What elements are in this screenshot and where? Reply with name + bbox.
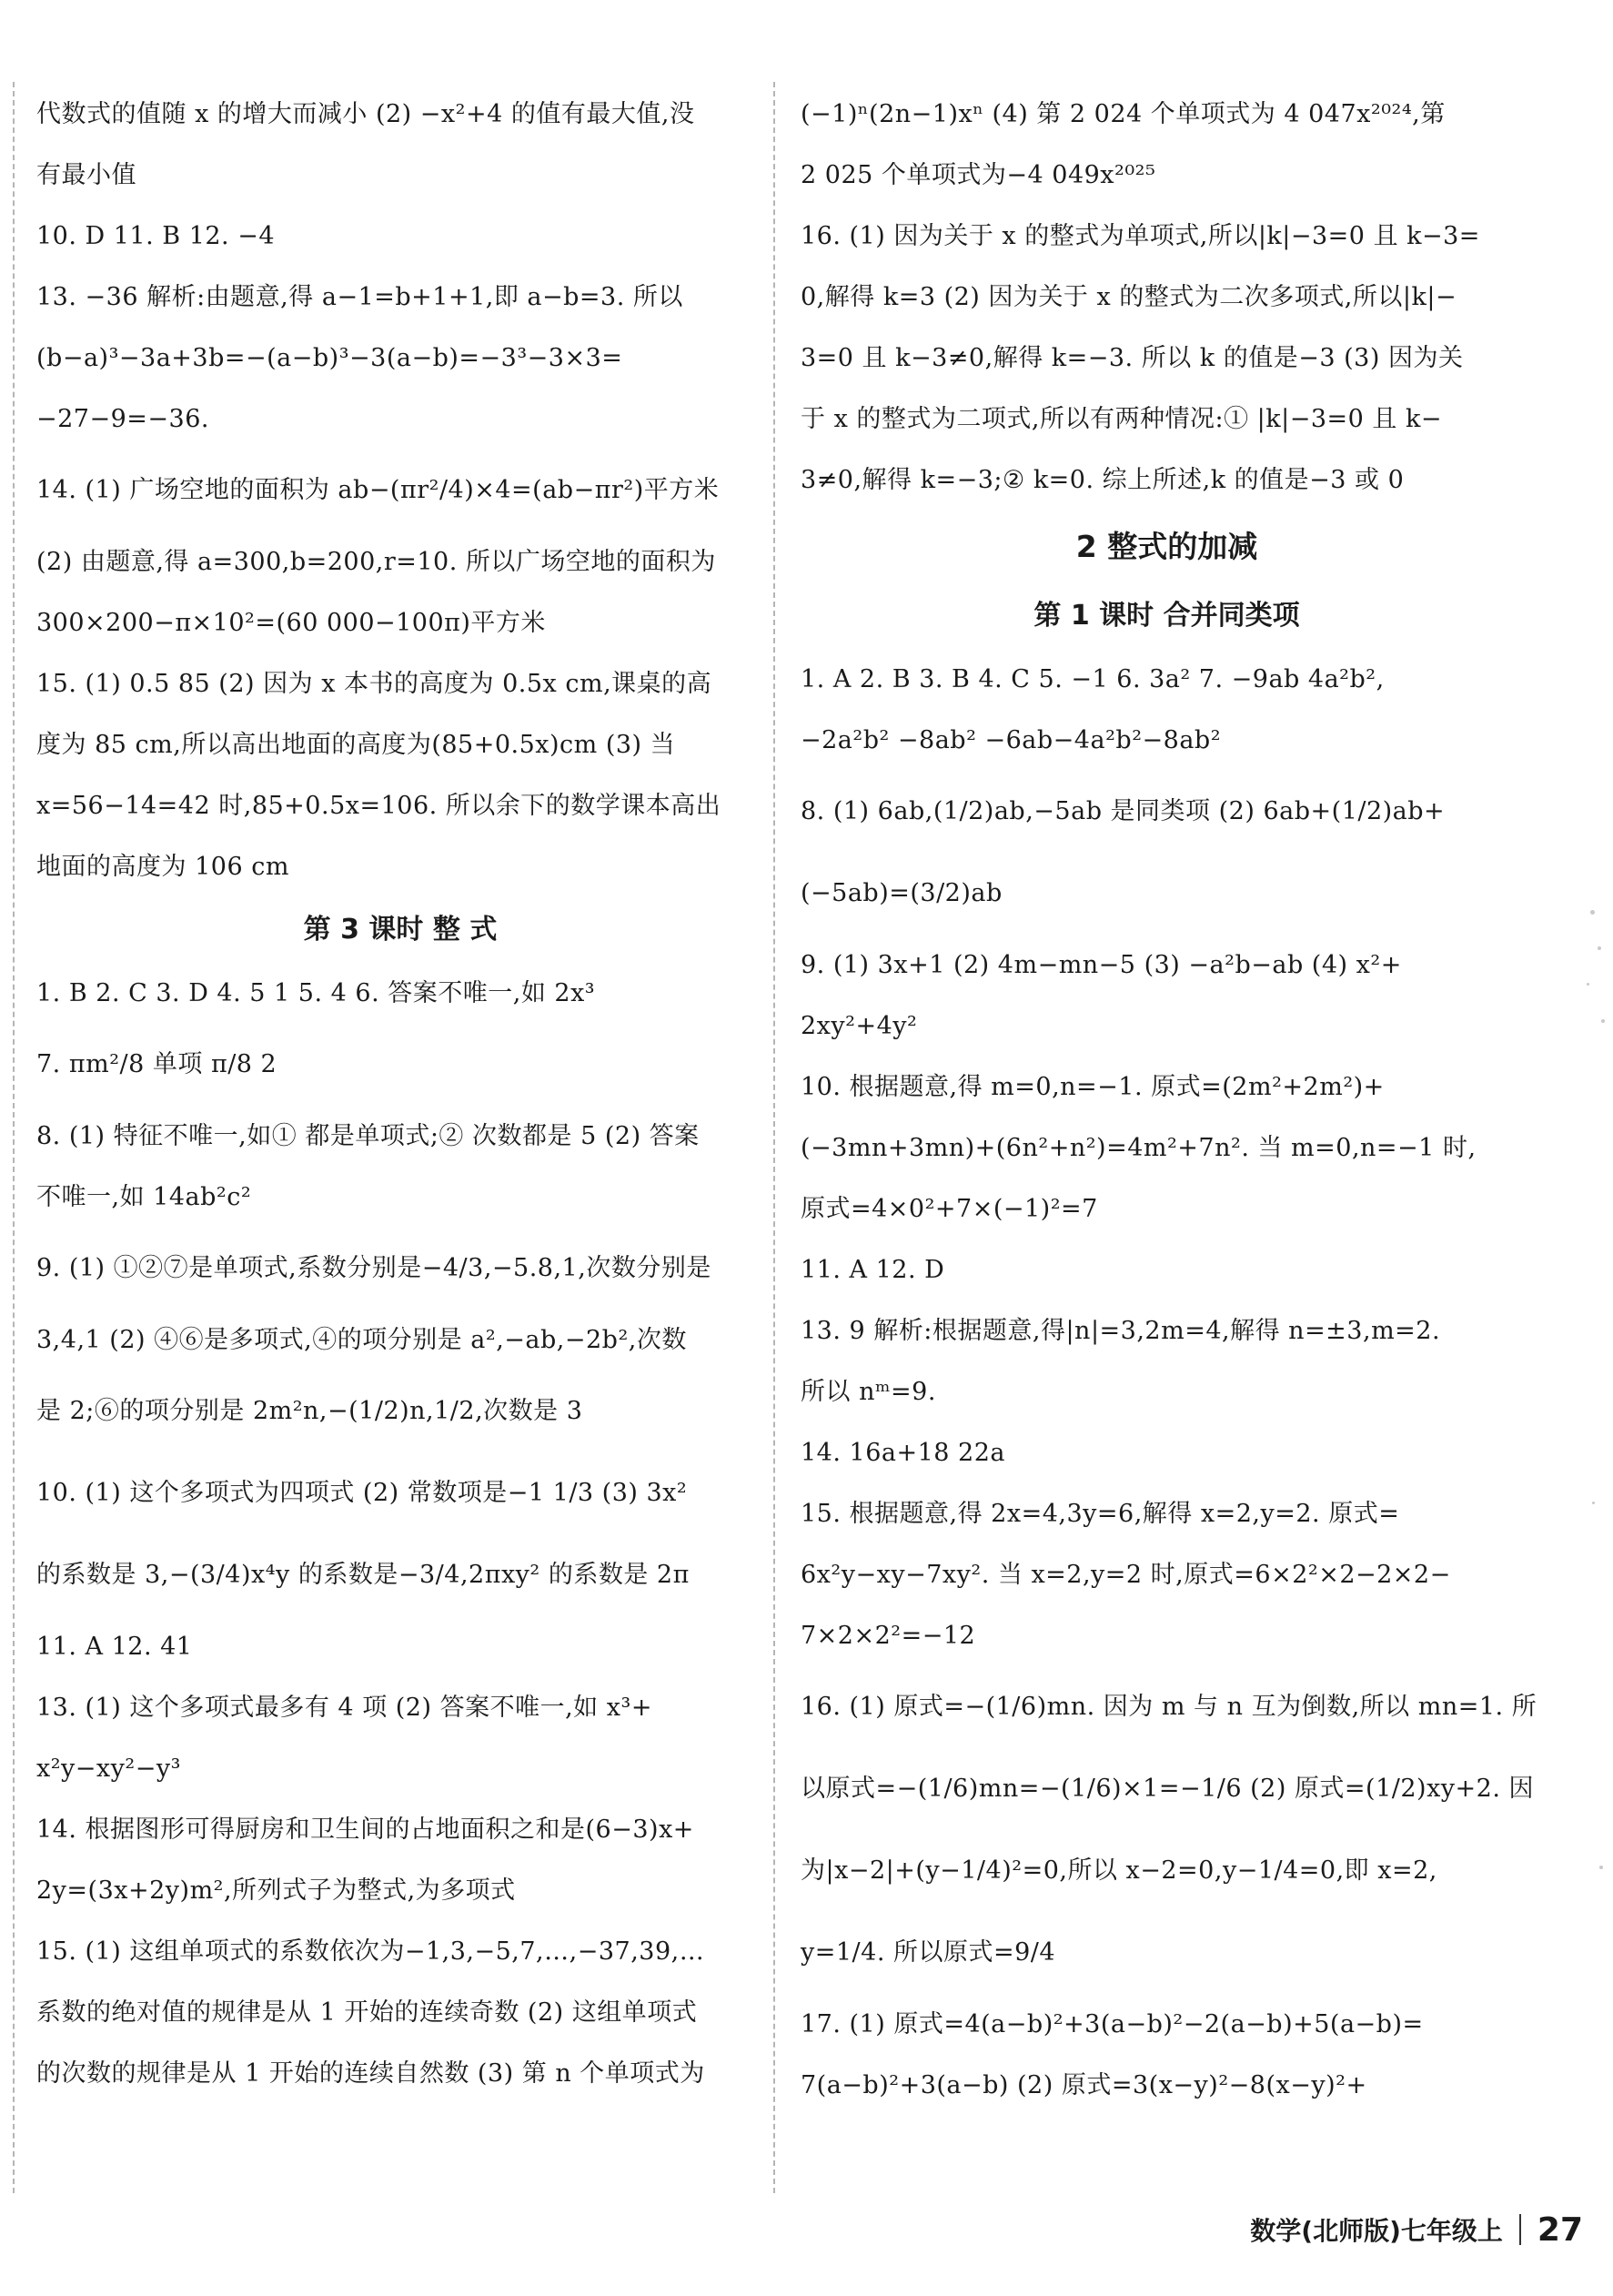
answer-line: (b−a)³−3a+3b=−(a−b)³−3(a−b)=−3³−3×3= [36, 344, 623, 372]
answer-line: 9. (1) 3x+1 (2) 4m−mn−5 (3) −a²b−ab (4) x²+ [801, 951, 1402, 979]
scan-speck [1590, 910, 1595, 915]
scan-speck [1592, 1502, 1595, 1504]
answer-line: 6x²y−xy−7xy². 当 x=2,y=2 时,原式=6×2²×2−2×2− [801, 1561, 1451, 1589]
answer-line: (−5ab)=(3/2)ab [801, 879, 1003, 907]
right-column [801, 84, 1537, 2116]
answer-line: 7×2×2²=−12 [801, 1622, 976, 1650]
answer-line: 度为 85 cm,所以高出地面的高度为(85+0.5x)cm (3) 当 [36, 731, 676, 759]
answer-line: 3≠0,解得 k=−3;② k=0. 综上所述,k 的值是−3 或 0 [801, 466, 1405, 494]
section-title: 2 整式的加减 [1075, 529, 1258, 564]
answer-line: 1. B 2. C 3. D 4. 5 1 5. 4 6. 答案不唯一,如 2x³ [36, 979, 596, 1007]
answer-line: 10. (1) 这个多项式为四项式 (2) 常数项是−1 1/3 (3) 3x² [36, 1479, 688, 1507]
answer-line: 于 x 的整式为二项式,所以有两种情况:① |k|−3=0 且 k− [801, 405, 1442, 433]
answer-line: 是 2;⑥的项分别是 2m²n,−(1/2)n,1/2,次数是 3 [36, 1397, 583, 1425]
scan-speck [1598, 946, 1601, 950]
answer-line: 为|x−2|+(y−1/4)²=0,所以 x−2=0,y−1/4=0,即 x=2, [801, 1856, 1437, 1885]
answer-line: 地面的高度为 106 cm [36, 853, 289, 881]
answer-line: −2a²b² −8ab² −6ab−4a²b²−8ab² [801, 726, 1222, 754]
answer-line: 代数式的值随 x 的增大而减小 (2) −x²+4 的值有最大值,没 [36, 100, 695, 128]
answer-line: 以原式=−(1/6)mn=−(1/6)×1=−1/6 (2) 原式=(1/2)xy+2. 因 [801, 1775, 1535, 1803]
answer-line: 16. (1) 原式=−(1/6)mn. 因为 m 与 n 互为倒数,所以 mn=1. 所 [801, 1693, 1537, 1721]
answer-line: 2xy²+4y² [801, 1012, 918, 1040]
column-divider [773, 82, 775, 2193]
answer-line: 14. (1) 广场空地的面积为 ab−(πr²/4)×4=(ab−πr²)平方米 [36, 476, 720, 504]
answer-line: 1. A 2. B 3. B 4. C 5. −1 6. 3a² 7. −9ab 4a²b², [801, 665, 1385, 693]
answer-line: 原式=4×0²+7×(−1)²=7 [801, 1195, 1098, 1223]
answer-line: 11. A 12. D [801, 1256, 945, 1284]
answer-line: 300×200−π×10²=(60 000−100π)平方米 [36, 609, 546, 637]
answer-line: 的次数的规律是从 1 开始的连续自然数 (3) 第 n 个单项式为 [36, 2059, 705, 2088]
answer-line: 的系数是 3,−(3/4)x⁴y 的系数是−3/4,2πxy² 的系数是 2π [36, 1561, 690, 1589]
lesson-title: 第 3 课时 整 式 [303, 914, 498, 946]
answer-line: 14. 根据图形可得厨房和卫生间的占地面积之和是(6−3)x+ [36, 1816, 694, 1844]
answer-line: 不唯一,如 14ab²c² [36, 1183, 252, 1211]
answer-line: 7(a−b)²+3(a−b) (2) 原式=3(x−y)²−8(x−y)²+ [801, 2071, 1367, 2099]
answer-line: 15. (1) 这组单项式的系数依次为−1,3,−5,7,…,−37,39,… [36, 1937, 705, 1966]
answer-line: 14. 16a+18 22a [801, 1439, 1005, 1467]
answer-line: 3,4,1 (2) ④⑥是多项式,④的项分别是 a²,−ab,−2b²,次数 [36, 1326, 687, 1354]
answer-line: (−3mn+3mn)+(6n²+n²)=4m²+7n². 当 m=0,n=−1 时, [801, 1134, 1477, 1162]
answer-line: 10. D 11. B 12. −4 [36, 222, 276, 250]
answer-line: 10. 根据题意,得 m=0,n=−1. 原式=(2m²+2m²)+ [801, 1073, 1385, 1101]
answer-line: 15. (1) 0.5 85 (2) 因为 x 本书的高度为 0.5x cm,课桌的高 [36, 670, 712, 698]
answer-line: −27−9=−36. [36, 405, 209, 433]
answer-line: 15. 根据题意,得 2x=4,3y=6,解得 x=2,y=2. 原式= [801, 1500, 1400, 1528]
answer-line: 0,解得 k=3 (2) 因为关于 x 的整式为二次多项式,所以|k|− [801, 283, 1457, 311]
answer-line: 2 025 个单项式为−4 049x²⁰²⁵ [801, 161, 1156, 189]
answer-line: 11. A 12. 41 [36, 1633, 193, 1661]
answer-line: 13. (1) 这个多项式最多有 4 项 (2) 答案不唯一,如 x³+ [36, 1694, 652, 1722]
footer-separator [1519, 2214, 1521, 2245]
answer-line: (−1)ⁿ(2n−1)xⁿ (4) 第 2 024 个单项式为 4 047x²⁰²⁴,第 [801, 100, 1446, 128]
lesson-title: 第 1 课时 合并同类项 [1033, 600, 1300, 632]
answer-line: 2y=(3x+2y)m²,所列式子为整式,为多项式 [36, 1876, 516, 1905]
answer-line: 8. (1) 特征不唯一,如① 都是单项式;② 次数都是 5 (2) 答案 [36, 1122, 700, 1150]
left-dashed-margin [13, 82, 15, 2193]
answer-line: 8. (1) 6ab,(1/2)ab,−5ab 是同类项 (2) 6ab+(1/2)ab+ [801, 797, 1446, 825]
answer-line: 有最小值 [36, 161, 136, 189]
answer-line: 3=0 且 k−3≠0,解得 k=−3. 所以 k 的值是−3 (3) 因为关 [801, 344, 1464, 372]
page-footer [1074, 2202, 1583, 2257]
left-column [36, 84, 764, 2104]
answer-line: 系数的绝对值的规律是从 1 开始的连续奇数 (2) 这组单项式 [36, 1998, 698, 2027]
answer-line: 13. −36 解析:由题意,得 a−1=b+1+1,即 a−b=3. 所以 [36, 283, 683, 311]
answer-line: 17. (1) 原式=4(a−b)²+3(a−b)²−2(a−b)+5(a−b)= [801, 2010, 1424, 2038]
answer-line: 9. (1) ①②⑦是单项式,系数分别是−4/3,−5.8,1,次数分别是 [36, 1254, 711, 1282]
answer-line: y=1/4. 所以原式=9/4 [801, 1938, 1056, 1967]
answer-line: x²y−xy²−y³ [36, 1755, 181, 1783]
answer-line: x=56−14=42 时,85+0.5x=106. 所以余下的数学课本高出 [36, 792, 721, 820]
scan-speck [1601, 1019, 1605, 1023]
answer-line: 7. πm²/8 单项 π/8 2 [36, 1050, 277, 1078]
scan-speck [1587, 983, 1589, 986]
page-number: 27 [1537, 2210, 1583, 2249]
answer-line: 16. (1) 因为关于 x 的整式为单项式,所以|k|−3=0 且 k−3= [801, 222, 1480, 250]
scan-speck [1599, 1866, 1603, 1869]
answer-line: (2) 由题意,得 a=300,b=200,r=10. 所以广场空地的面积为 [36, 548, 716, 576]
footer-subject: 数学(北师版)七年级上 [1250, 2216, 1503, 2246]
answer-line: 13. 9 解析:根据题意,得|n|=3,2m=4,解得 n=±3,m=2. [801, 1317, 1441, 1345]
answer-line: 所以 nᵐ=9. [801, 1378, 936, 1406]
